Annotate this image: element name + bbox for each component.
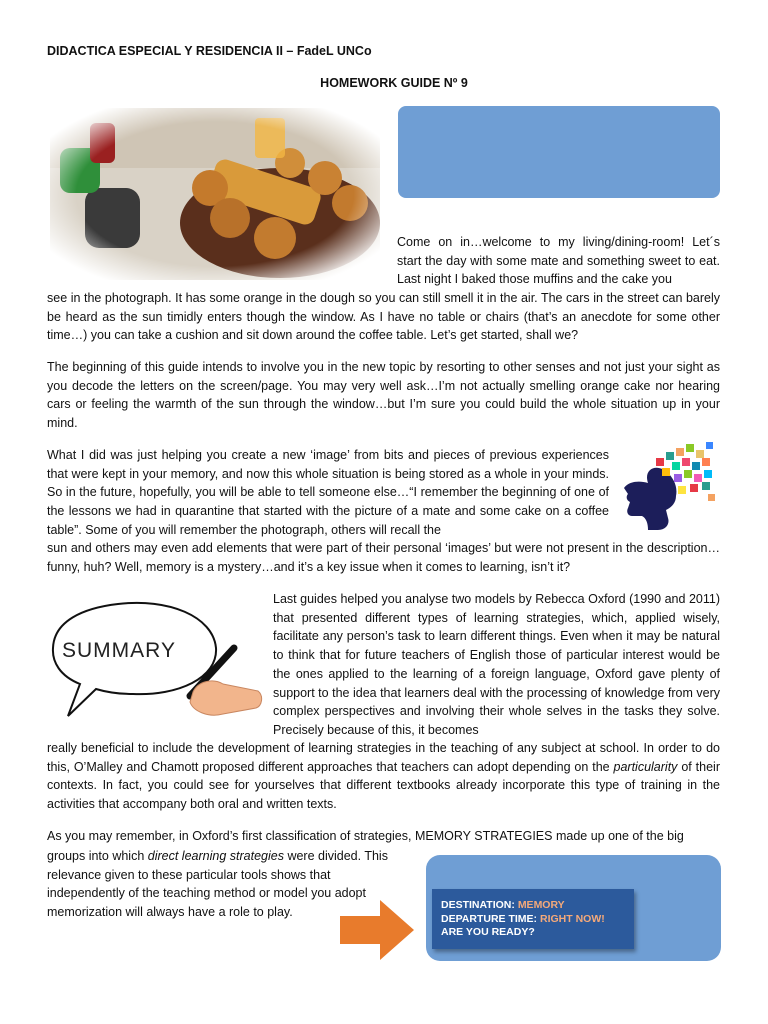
paragraph-memory-part-2 bbox=[47, 847, 390, 922]
departure-time-line: DEPARTURE TIME: RIGHT NOW! bbox=[441, 912, 605, 925]
paragraph-image-part-2: sun and others may even add elements that were part of their personal ‘images’ but were not present in the description…funny, huh? Well, memory is a mystery…and it’s a key issue when it comes to learning, isn’t it? bbox=[47, 541, 720, 574]
paragraph-oxford-part-2 bbox=[47, 739, 720, 814]
departure-time-value: RIGHT NOW! bbox=[539, 912, 605, 925]
p5-italic-direct-strategies: direct learning strategies bbox=[147, 849, 284, 863]
destination-line: DESTINATION: MEMORY bbox=[441, 899, 565, 911]
paragraph-memory-part-1: As you may remember, in Oxford’s first classification of strategies, MEMORY STRATEGIES made up one of the big bbox=[47, 829, 684, 843]
p5-text-a: groups into which bbox=[47, 849, 145, 863]
p4-text-b: of their contexts. In fact, you could see for yourselves that different textbooks already incorporate this type of training in the activities that accompany both oral and written texts. bbox=[47, 759, 720, 812]
brain-puzzle-icon bbox=[618, 438, 718, 536]
destination-value: MEMORY bbox=[517, 899, 565, 911]
mate-and-cake-photo bbox=[50, 108, 380, 280]
p4-text-a: really beneficial to include the development of learning strategies in the teaching of any subject at school. In order to do this, O’Malley and Chamott proposed different approaches that teachers can adopt depending on the bbox=[47, 741, 720, 774]
intro-paragraph-part-2: see in the photograph. It has some orange in the dough so you can still smell it in the air. The cars in the street can barely be heard as the sun timidly enters though the window. As I have no table or chairs (that’s an anecdote for some other time…) you can take a cushion and sit down around the coffee table. Let’s get started, shall we? bbox=[47, 291, 720, 343]
summary-text: SUMMARY bbox=[62, 639, 176, 662]
orange-arrow-icon bbox=[340, 898, 416, 962]
summary-bubble-illustration bbox=[48, 596, 266, 724]
destination-card bbox=[432, 889, 634, 949]
ready-question: ARE YOU READY? bbox=[441, 926, 535, 938]
paragraph-image-part-1: What I did was just helping you create a new ‘image’ from bits and pieces of previous experiences that were kept in your memory, and now this whole situation is being stored as a whole in your minds. So in the future, hopefully, you will be able to tell someone else…“I remember the beginning of one of the lessons we had in quarantine that started with the picture of a mate and some cake on a coffee table”. Some of you will remember the photograph, others will recall the bbox=[47, 448, 609, 537]
paragraph-oxford-part-1: Last guides helped you analyse two models by Rebecca Oxford (1990 and 2011) that presented different types of learning strategies, which, applied wisely, facilitate any person’s task to learn different things. Even when it may be natural to think that for future teachers of English those of particular interest would be the ones applied to the learning of a foreign language, Oxford gave plenty of support to the idea that learners deal with the processing of knowledge from very complex perspectives and involving their whole selves in the tasks they solve. Precisely because of this, it becomes bbox=[273, 592, 720, 737]
intro-paragraph-part-1: Come on in…welcome to my living/dining-room! Let´s start the day with some mate and something sweet to eat. Last night I baked those muffins and the cake you bbox=[397, 235, 720, 287]
course-header: DIDACTICA ESPECIAL Y RESIDENCIA II – FadeL UNCo bbox=[47, 44, 372, 58]
p5-text-b: were divided. This relevance given to these particular tools shows that independently of the teaching method or model you adopt memorization will always have a role to play. bbox=[47, 849, 388, 920]
guide-title: HOMEWORK GUIDE Nº 9 bbox=[320, 76, 468, 90]
title-blue-box bbox=[398, 106, 720, 198]
p4-italic-particularity: particularity bbox=[613, 759, 678, 774]
paragraph-senses: The beginning of this guide intends to involve you in the new topic by resorting to other senses and not just your sight as you decode the letters on the screen/page. You may very well ask…I’m not actually smelling orange cake nor hearing cars or feeling the warmth of the sun through the window…but I’m sure you could build the whole situation up in your mind. bbox=[47, 360, 720, 431]
